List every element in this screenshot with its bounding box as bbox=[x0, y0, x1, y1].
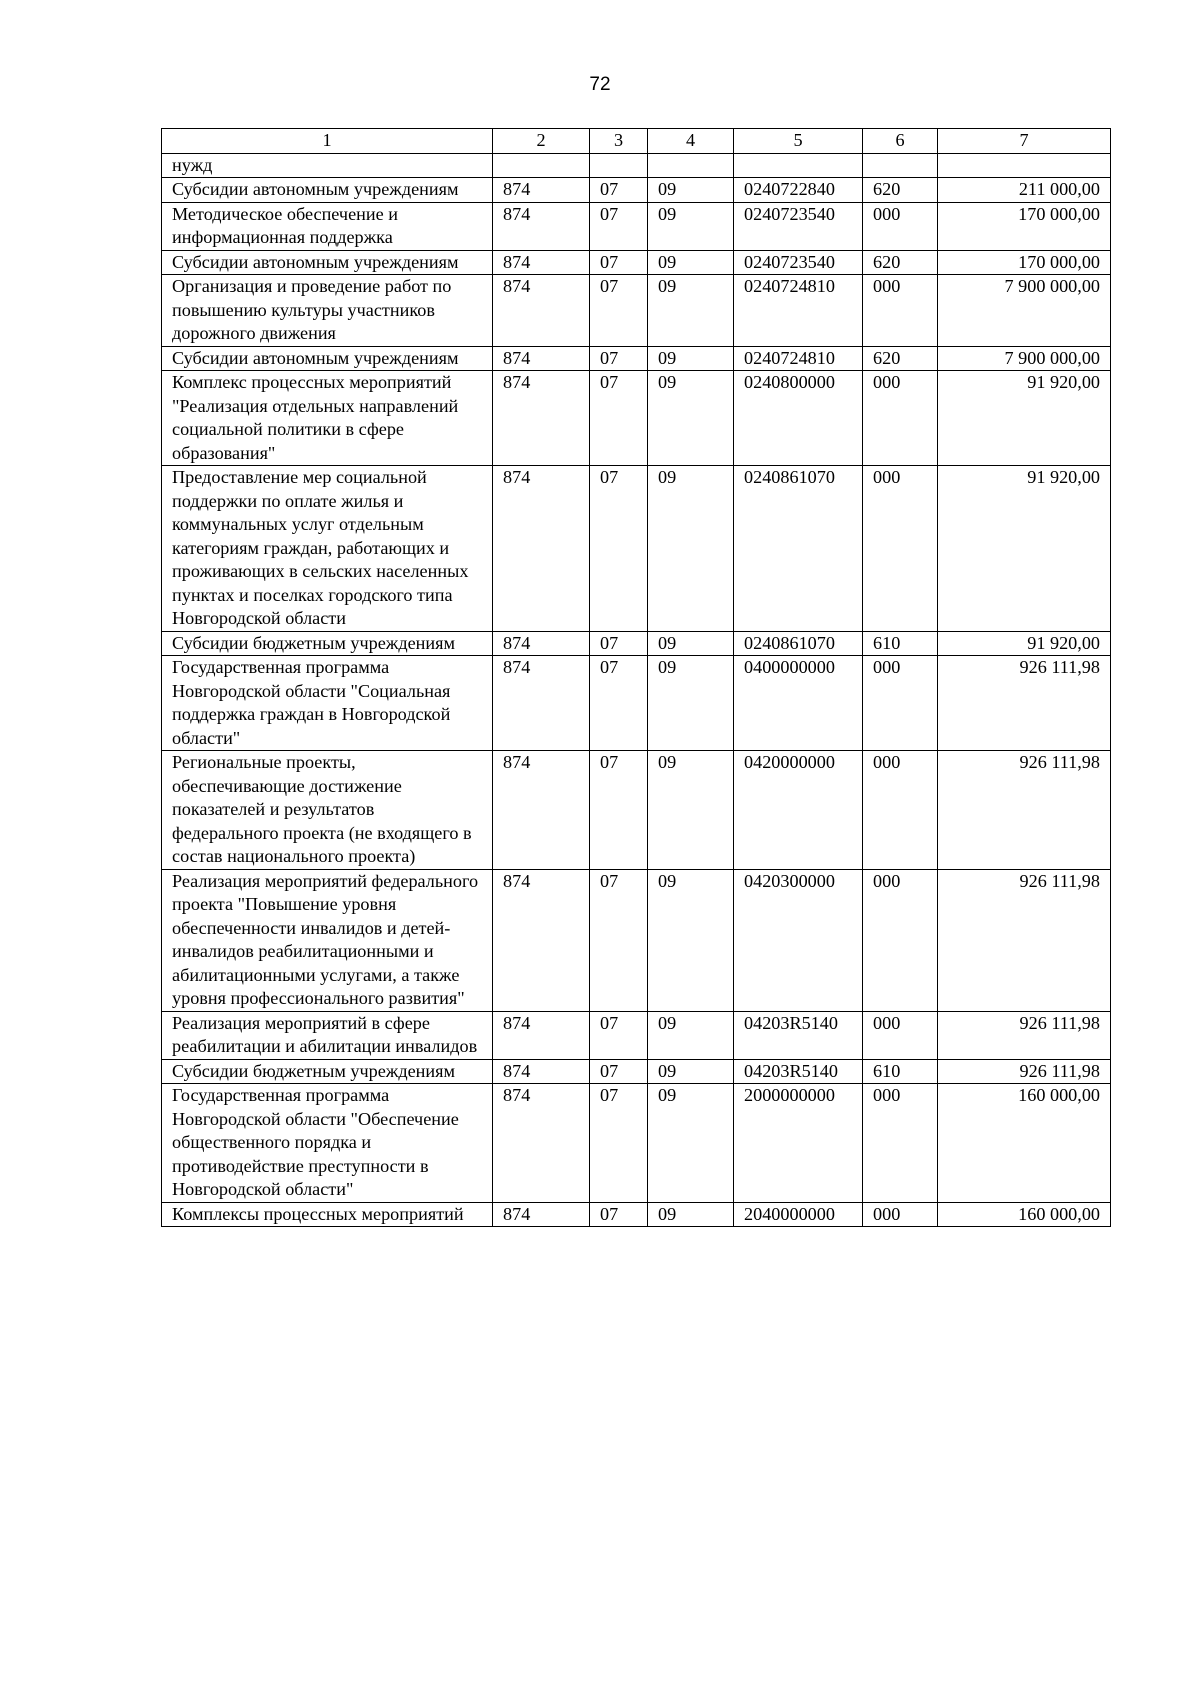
table-row bbox=[162, 250, 1111, 275]
code-cell: 874 bbox=[493, 178, 590, 203]
item-name-cell: Региональные проекты, обеспечивающие достижение показателей и результатов федерального проекта (не входящего в состав национального проекта) bbox=[162, 751, 493, 870]
item-name-cell: Комплекс процессных мероприятий "Реализация отдельных направлений социальной политики в сфере образования" bbox=[162, 371, 493, 466]
amount-cell: 160 000,00 bbox=[938, 1084, 1111, 1203]
table-row bbox=[162, 751, 1111, 870]
amount-cell: 926 111,98 bbox=[938, 656, 1111, 751]
expense-type-cell: 000 bbox=[863, 1084, 938, 1203]
item-name-cell: Субсидии бюджетным учреждениям bbox=[162, 631, 493, 656]
expense-type-cell: 620 bbox=[863, 178, 938, 203]
section-cell: 07 bbox=[590, 346, 648, 371]
target-article-cell: 04203R5140 bbox=[734, 1011, 863, 1059]
expense-type-cell: 000 bbox=[863, 751, 938, 870]
code-cell: 874 bbox=[493, 751, 590, 870]
expense-type-cell: 000 bbox=[863, 275, 938, 347]
subsection-cell: 09 bbox=[648, 250, 734, 275]
section-cell: 07 bbox=[590, 202, 648, 250]
code-cell: 874 bbox=[493, 371, 590, 466]
target-article-cell: 0240723540 bbox=[734, 250, 863, 275]
subsection-cell: 09 bbox=[648, 631, 734, 656]
expense-type-cell: 000 bbox=[863, 371, 938, 466]
target-article-cell: 2000000000 bbox=[734, 1084, 863, 1203]
section-cell: 07 bbox=[590, 250, 648, 275]
amount-cell: 91 920,00 bbox=[938, 631, 1111, 656]
target-article-cell: 0400000000 bbox=[734, 656, 863, 751]
table-row bbox=[162, 1059, 1111, 1084]
target-article-cell bbox=[734, 153, 863, 178]
subsection-cell bbox=[648, 153, 734, 178]
code-cell: 874 bbox=[493, 1059, 590, 1084]
code-cell: 874 bbox=[493, 202, 590, 250]
expense-type-cell: 000 bbox=[863, 1011, 938, 1059]
subsection-cell: 09 bbox=[648, 1084, 734, 1203]
table-row bbox=[162, 869, 1111, 1011]
table-row bbox=[162, 1202, 1111, 1227]
table-row bbox=[162, 1011, 1111, 1059]
subsection-cell: 09 bbox=[648, 202, 734, 250]
item-name-cell: Субсидии автономным учреждениям bbox=[162, 178, 493, 203]
item-name-cell: Субсидии бюджетным учреждениям bbox=[162, 1059, 493, 1084]
subsection-cell: 09 bbox=[648, 275, 734, 347]
column-header: 3 bbox=[590, 129, 648, 154]
table-row bbox=[162, 178, 1111, 203]
amount-cell: 91 920,00 bbox=[938, 371, 1111, 466]
expense-type-cell: 610 bbox=[863, 631, 938, 656]
section-cell: 07 bbox=[590, 275, 648, 347]
item-name-cell: Государственная программа Новгородской области "Обеспечение общественного порядка и противодействие преступности в Новгородской области" bbox=[162, 1084, 493, 1203]
code-cell: 874 bbox=[493, 1011, 590, 1059]
subsection-cell: 09 bbox=[648, 869, 734, 1011]
section-cell: 07 bbox=[590, 178, 648, 203]
item-name-cell: Комплексы процессных мероприятий bbox=[162, 1202, 493, 1227]
table-row bbox=[162, 466, 1111, 632]
amount-cell: 170 000,00 bbox=[938, 202, 1111, 250]
amount-cell: 211 000,00 bbox=[938, 178, 1111, 203]
code-cell: 874 bbox=[493, 631, 590, 656]
section-cell: 07 bbox=[590, 631, 648, 656]
expense-type-cell: 620 bbox=[863, 346, 938, 371]
amount-cell: 91 920,00 bbox=[938, 466, 1111, 632]
table-header-row bbox=[162, 129, 1111, 154]
item-name-cell: Предоставление мер социальной поддержки по оплате жилья и коммунальных услуг отдельным категориям граждан, работающих и проживающих в сельских населенных пунктах и поселках городского типа Новгородской области bbox=[162, 466, 493, 632]
table-row bbox=[162, 371, 1111, 466]
amount-cell: 160 000,00 bbox=[938, 1202, 1111, 1227]
item-name-cell: Реализация мероприятий федерального проекта "Повышение уровня обеспеченности инвалидов и детей-инвалидов реабилитационными и абилитационными услугами, а также уровня профессионального развития" bbox=[162, 869, 493, 1011]
target-article-cell: 0240800000 bbox=[734, 371, 863, 466]
target-article-cell: 0420300000 bbox=[734, 869, 863, 1011]
target-article-cell: 0240724810 bbox=[734, 346, 863, 371]
expense-type-cell: 000 bbox=[863, 202, 938, 250]
section-cell: 07 bbox=[590, 1059, 648, 1084]
subsection-cell: 09 bbox=[648, 1059, 734, 1084]
item-name-cell: нужд bbox=[162, 153, 493, 178]
section-cell: 07 bbox=[590, 1084, 648, 1203]
item-name-cell: Методическое обеспечение и информационная поддержка bbox=[162, 202, 493, 250]
subsection-cell: 09 bbox=[648, 371, 734, 466]
column-header: 1 bbox=[162, 129, 493, 154]
subsection-cell: 09 bbox=[648, 466, 734, 632]
amount-cell: 926 111,98 bbox=[938, 869, 1111, 1011]
item-name-cell: Организация и проведение работ по повышению культуры участников дорожного движения bbox=[162, 275, 493, 347]
target-article-cell: 0240722840 bbox=[734, 178, 863, 203]
subsection-cell: 09 bbox=[648, 1202, 734, 1227]
item-name-cell: Субсидии автономным учреждениям bbox=[162, 346, 493, 371]
section-cell: 07 bbox=[590, 466, 648, 632]
subsection-cell: 09 bbox=[648, 178, 734, 203]
subsection-cell: 09 bbox=[648, 346, 734, 371]
column-header: 2 bbox=[493, 129, 590, 154]
section-cell: 07 bbox=[590, 371, 648, 466]
expense-type-cell: 610 bbox=[863, 1059, 938, 1084]
amount-cell: 926 111,98 bbox=[938, 1011, 1111, 1059]
column-header: 7 bbox=[938, 129, 1111, 154]
target-article-cell: 0420000000 bbox=[734, 751, 863, 870]
amount-cell: 926 111,98 bbox=[938, 1059, 1111, 1084]
amount-cell bbox=[938, 153, 1111, 178]
expense-type-cell: 000 bbox=[863, 466, 938, 632]
expense-type-cell bbox=[863, 153, 938, 178]
amount-cell: 170 000,00 bbox=[938, 250, 1111, 275]
target-article-cell: 0240724810 bbox=[734, 275, 863, 347]
item-name-cell: Субсидии автономным учреждениям bbox=[162, 250, 493, 275]
section-cell: 07 bbox=[590, 1202, 648, 1227]
code-cell: 874 bbox=[493, 1084, 590, 1203]
target-article-cell: 2040000000 bbox=[734, 1202, 863, 1227]
expense-type-cell: 000 bbox=[863, 656, 938, 751]
item-name-cell: Реализация мероприятий в сфере реабилитации и абилитации инвалидов bbox=[162, 1011, 493, 1059]
target-article-cell: 0240861070 bbox=[734, 466, 863, 632]
amount-cell: 7 900 000,00 bbox=[938, 275, 1111, 347]
target-article-cell: 0240861070 bbox=[734, 631, 863, 656]
code-cell: 874 bbox=[493, 869, 590, 1011]
budget-table bbox=[161, 128, 1111, 1227]
subsection-cell: 09 bbox=[648, 656, 734, 751]
item-name-cell: Государственная программа Новгородской области "Социальная поддержка граждан в Новгородской области" bbox=[162, 656, 493, 751]
section-cell: 07 bbox=[590, 656, 648, 751]
expense-type-cell: 000 bbox=[863, 869, 938, 1011]
amount-cell: 7 900 000,00 bbox=[938, 346, 1111, 371]
target-article-cell: 04203R5140 bbox=[734, 1059, 863, 1084]
table-row bbox=[162, 631, 1111, 656]
subsection-cell: 09 bbox=[648, 1011, 734, 1059]
expense-type-cell: 620 bbox=[863, 250, 938, 275]
column-header: 6 bbox=[863, 129, 938, 154]
code-cell: 874 bbox=[493, 346, 590, 371]
code-cell bbox=[493, 153, 590, 178]
section-cell: 07 bbox=[590, 869, 648, 1011]
subsection-cell: 09 bbox=[648, 751, 734, 870]
column-header: 4 bbox=[648, 129, 734, 154]
column-header: 5 bbox=[734, 129, 863, 154]
code-cell: 874 bbox=[493, 466, 590, 632]
section-cell bbox=[590, 153, 648, 178]
table-row bbox=[162, 346, 1111, 371]
expense-type-cell: 000 bbox=[863, 1202, 938, 1227]
code-cell: 874 bbox=[493, 275, 590, 347]
amount-cell: 926 111,98 bbox=[938, 751, 1111, 870]
section-cell: 07 bbox=[590, 1011, 648, 1059]
code-cell: 874 bbox=[493, 250, 590, 275]
page-number: 72 bbox=[589, 74, 611, 95]
target-article-cell: 0240723540 bbox=[734, 202, 863, 250]
table-row bbox=[162, 1084, 1111, 1203]
table-row bbox=[162, 275, 1111, 347]
table-row bbox=[162, 153, 1111, 178]
table-row bbox=[162, 656, 1111, 751]
code-cell: 874 bbox=[493, 656, 590, 751]
table-row bbox=[162, 202, 1111, 250]
section-cell: 07 bbox=[590, 751, 648, 870]
code-cell: 874 bbox=[493, 1202, 590, 1227]
